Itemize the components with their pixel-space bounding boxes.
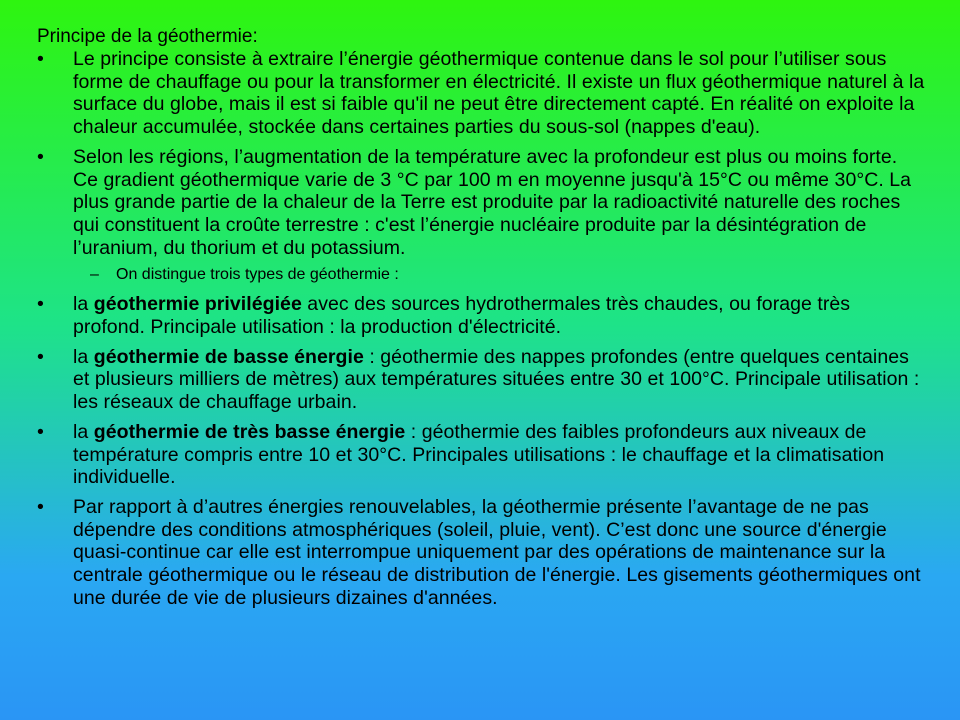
bullet-item — [37, 146, 927, 260]
bullet-icon: • — [37, 293, 44, 316]
bullet-term: géothermie de très basse énergie — [93, 420, 406, 443]
bullet-icon: • — [37, 420, 44, 443]
bullet-list — [37, 48, 927, 616]
bullet-text-prefix: la — [73, 293, 94, 316]
bullet-item — [37, 293, 927, 338]
dash-icon: – — [90, 266, 99, 284]
bullet-item — [37, 48, 927, 139]
bullet-text-prefix: la — [73, 345, 94, 368]
bullet-term: géothermie privilégiée — [93, 293, 302, 316]
bullet-icon: • — [37, 48, 44, 70]
bullet-text-rest: : géothermie des nappes profondes (entre quelques centaines et plusieurs milliers de mètres) aux températures situées entre 30 et 100°C. Principale utilisation : les réseaux de chauffage urbain. — [73, 345, 920, 414]
bullet-text: Le principe consiste à extraire l’énergie géothermique contenue dans le sol pour l’utiliser sous forme de chauffage ou pour la transformer en électricité. Il existe un flux géothermique naturel à la surface du globe, mais il est si faible qu'il ne peut être directement capté. En réalité on exploite la chaleur accumulée, stockée dans certaines parties du sous-sol (nappes d'eau). — [73, 48, 925, 139]
bullet-term: géothermie de basse énergie — [93, 345, 364, 368]
sub-bullet-text: On distingue trois types de géothermie : — [116, 266, 399, 284]
bullet-item — [37, 346, 927, 414]
bullet-text-rest: : géothermie des faibles profondeurs aux niveaux de température compris entre 10 et 30°C. Principales utilisations : le chauffage et la climatisation individuelle. — [73, 420, 885, 489]
bullet-icon: • — [37, 345, 44, 368]
bullet-icon: • — [37, 145, 44, 168]
bullet-text-rest: avec des sources hydrothermales très chaudes, ou forage très profond. Principale utilisation : la production d'électricité. — [73, 293, 851, 339]
bullet-text: Par rapport à d’autres énergies renouvelables, la géothermie présente l’avantage de ne pas dépendre des conditions atmosphériques (soleil, pluie, vent). C’est donc une source d'énergie quasi-continue car elle est interrompue uniquement par des opérations de maintenance sur la centrale géothermique ou le réseau de distribution de l'énergie. Les gisements géothermiques ont une durée de vie de plusieurs dizaines d'années. — [73, 495, 921, 609]
bullet-icon: • — [37, 495, 44, 518]
bullet-text: Selon les régions, l’augmentation de la température avec la profondeur est plus ou moins forte. Ce gradient géothermique varie de 3 °C par 100 m en moyenne jusqu'à 15°C ou même 30°C. La plus grande partie de la chaleur de la Terre est produite par la radioactivité naturelle des roches qui constituent la croûte terrestre : c'est l’énergie nucléaire produite par la désintégration de l’uranium, du thorium et du potassium. — [73, 145, 912, 259]
bullet-text-prefix: la — [73, 420, 94, 443]
bullet-item — [37, 496, 927, 610]
sub-bullet-item — [37, 265, 927, 285]
slide-title: Principe de la géothermie: — [37, 26, 258, 47]
bullet-item — [37, 421, 927, 489]
